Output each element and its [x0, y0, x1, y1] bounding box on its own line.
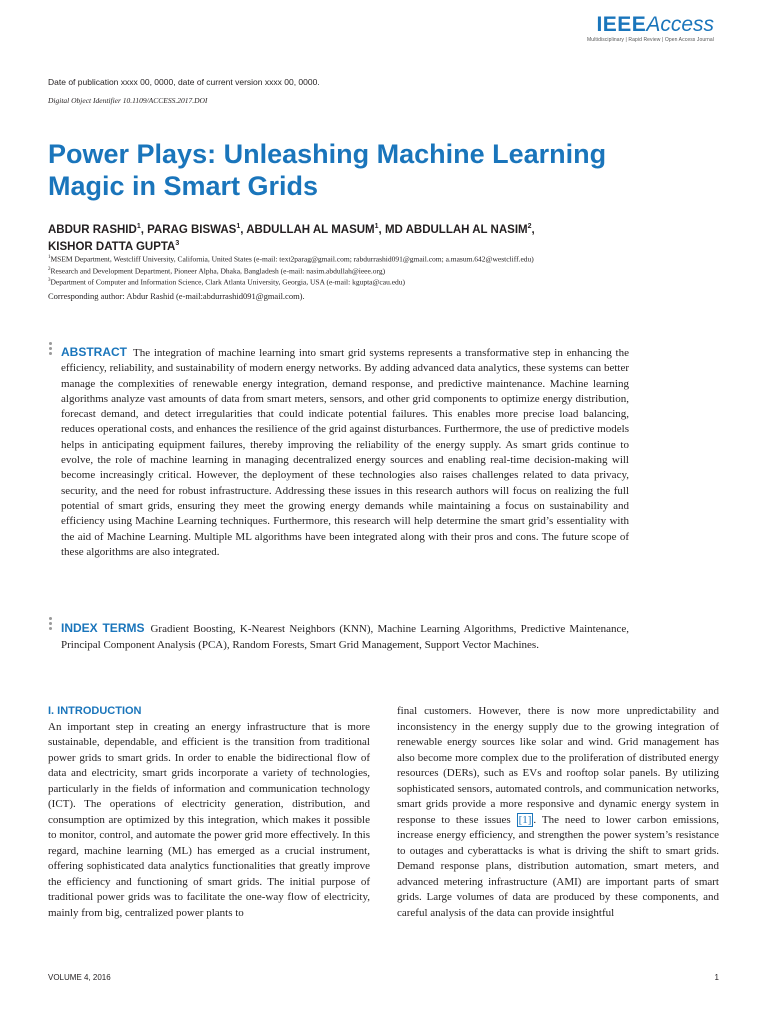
affiliation-num: 1 [48, 255, 51, 260]
index-terms [61, 621, 629, 653]
paper-title: Power Plays: Unleashing Machine Learning Magic in Smart Grids [48, 139, 607, 201]
author-affil-num: 1 [374, 223, 379, 230]
body-column-left [48, 704, 370, 921]
author-name: ABDUR RASHID [48, 223, 137, 236]
author-affil-num: 1 [136, 223, 141, 230]
body-column-right [397, 704, 719, 921]
author-name: KISHOR DATTA GUPTA [48, 240, 176, 253]
intro-paragraph-continued: final customers. However, there is now more unpredictability and inconsistency in the energy supply due to the growing integration of renewable energy sources like solar and wind. Grid management has also become more complex due to the proliferation of distributed energy resources (DERs), such as EVs and rooftop solar panels. By utilizing sophisticated sensors, automated controls, and communication networks, smart grids provide a more responsive and dynamic energy system in response to these issues [397, 705, 719, 826]
index-terms-text: Gradient Boosting, K-Nearest Neighbors (KNN), Machine Learning Algorithms, Predictive Maintenance, Principal Component Analysis (PCA), Random Forests, Smart Grid Management, Support Vector Machines. [61, 623, 629, 651]
footer-volume: VOLUME 4, 2016 [48, 973, 111, 982]
corresponding-author: Corresponding author: Abdur Rashid (e-mail:abdurrashid091@gmail.com). [48, 291, 305, 301]
author-affil-num: 3 [175, 239, 180, 247]
logo-access: Access [646, 13, 714, 36]
affiliation [48, 253, 728, 265]
intro-paragraph-continued: . The need to lower carbon emissions, increase energy efficiency, and strengthen the power system’s resistance to outages and cyberattacks is what is driving the shift to smart grids. Demand response plans, distribution automation, smart meters, and advanced metering infrastructure (AMI) are important parts of smart grids. Large volumes of data are produced by these components, and careful analysis of the data can provide insightful [397, 813, 719, 919]
publication-date: Date of publication xxxx 00, 0000, date of current version xxxx 00, 0000. [48, 77, 320, 87]
page-number: 1 [714, 973, 719, 982]
doi: Digital Object Identifier 10.1109/ACCESS.2017.DOI [48, 96, 208, 105]
affiliation-text: MSEM Department, Westcliff University, California, United States (e-mail: text2parag@gmail.com; rabdurrashid091@gmail.com; a.masum.642@westcliff.edu) [50, 254, 534, 264]
affiliation-num: 3 [48, 278, 51, 283]
logo-ieee: IEEE [596, 13, 647, 36]
abstract-marker-icon [49, 342, 53, 357]
author-affil-num: 1 [236, 223, 241, 230]
logo-tagline: Multidisciplinary | Rapid Review | Open Access Journal [587, 37, 714, 43]
author-name: PARAG BISWAS [147, 223, 237, 236]
section-heading: I. INTRODUCTION [48, 705, 142, 717]
intro-paragraph: An important step in creating an energy infrastructure that is more sustainable, dependable, and efficient is the transition from traditional power grids to smart grids. In order to enable the bidirectional flow of data and electricity, smart grids incorporate a variety of technologies, particularly in the fields of information and communication technology (ICT). The operations of electricity generation, distribution, and consumption are optimized by this integration, which makes it possible to monitor, control, and automate the power grid more effectively. In this regard, machine learning (ML) has emerged as a crucial instrument, offering sophisticated data analytics functionalities that greatly improve the efficiency and functioning of smart grids. The initial purpose of traditional power grids was to facilitate the one-way flow of electricity, mainly from big, centralized power plants to [48, 720, 370, 919]
index-terms-marker-icon [49, 617, 53, 632]
affiliation-num: 2 [48, 266, 51, 272]
abstract-label: ABSTRACT [61, 345, 127, 359]
abstract [61, 345, 629, 560]
author-list: ABDUR RASHID$^1$, PARAG BISWAS$^1$, ABDULLAH AL MASUM$^1$, MD ABDULLAH AL NASIM$^2$, KISHOR DATTA GUPTA$^3$ [48, 223, 535, 253]
abstract-text: The integration of machine learning into smart grid systems represents a transformative step in enhancing the efficiency, reliability, and sustainability of modern energy networks. By adding advanced data analytics, these systems can better manage the complexities of renewable energy integration, demand response, and predictive maintenance. Machine learning algorithms analyze vast amounts of data from smart meters, sensors, and other grid components to optimize energy distribution, forecast demand, and detect irregularities that could indicate potential failures. This enables more precise load balancing, reduces operational costs, and enhances the resilience of the grid against disturbances. Furthermore, the use of predictive models helps in anticipating equipment failures, thereby improving the reliability of the energy supply. As smart grids continue to evolve, the role of machine learning in managing decentralized energy sources and enabling real-time decision-making will become increasingly critical. However, the deployment of these technologies also raises challenges related to data privacy, security, and the need for robust infrastructure. Addressing these issues in this research authors will focus on realizing the full potential of smart grids, ensuring they meet the growing energy demands while maintaining a focus on sustainability and efficiency using Machine Learning techniques. Furthermore, this research will help determine the smart grid’s essentiality with the aid of Machine Learning. Multiple ML algorithms have been integrated along with their pros and cons. The future scope of these algorithms are also integrated. [61, 347, 629, 558]
affiliation [48, 276, 728, 288]
author-affil-num: 2 [527, 223, 532, 230]
affiliation-text: Department of Computer and Information Science, Clark Atlanta University, Georgia, USA (e-mail: kgupta@cau.edu) [50, 277, 406, 287]
affiliation-text: Research and Development Department, Pioneer Alpha, Dhaka, Bangladesh (e-mail: nasim.abdullah@ieee.org) [50, 266, 386, 275]
journal-logo [514, 14, 714, 43]
affiliations [48, 253, 728, 288]
author-name: ABDULLAH AL MASUM [246, 223, 375, 236]
affiliation [48, 265, 728, 277]
author-name: MD ABDULLAH AL NASIM [384, 223, 528, 236]
index-terms-label: INDEX TERMS [61, 621, 145, 635]
citation-link[interactable]: [1] [518, 813, 532, 826]
